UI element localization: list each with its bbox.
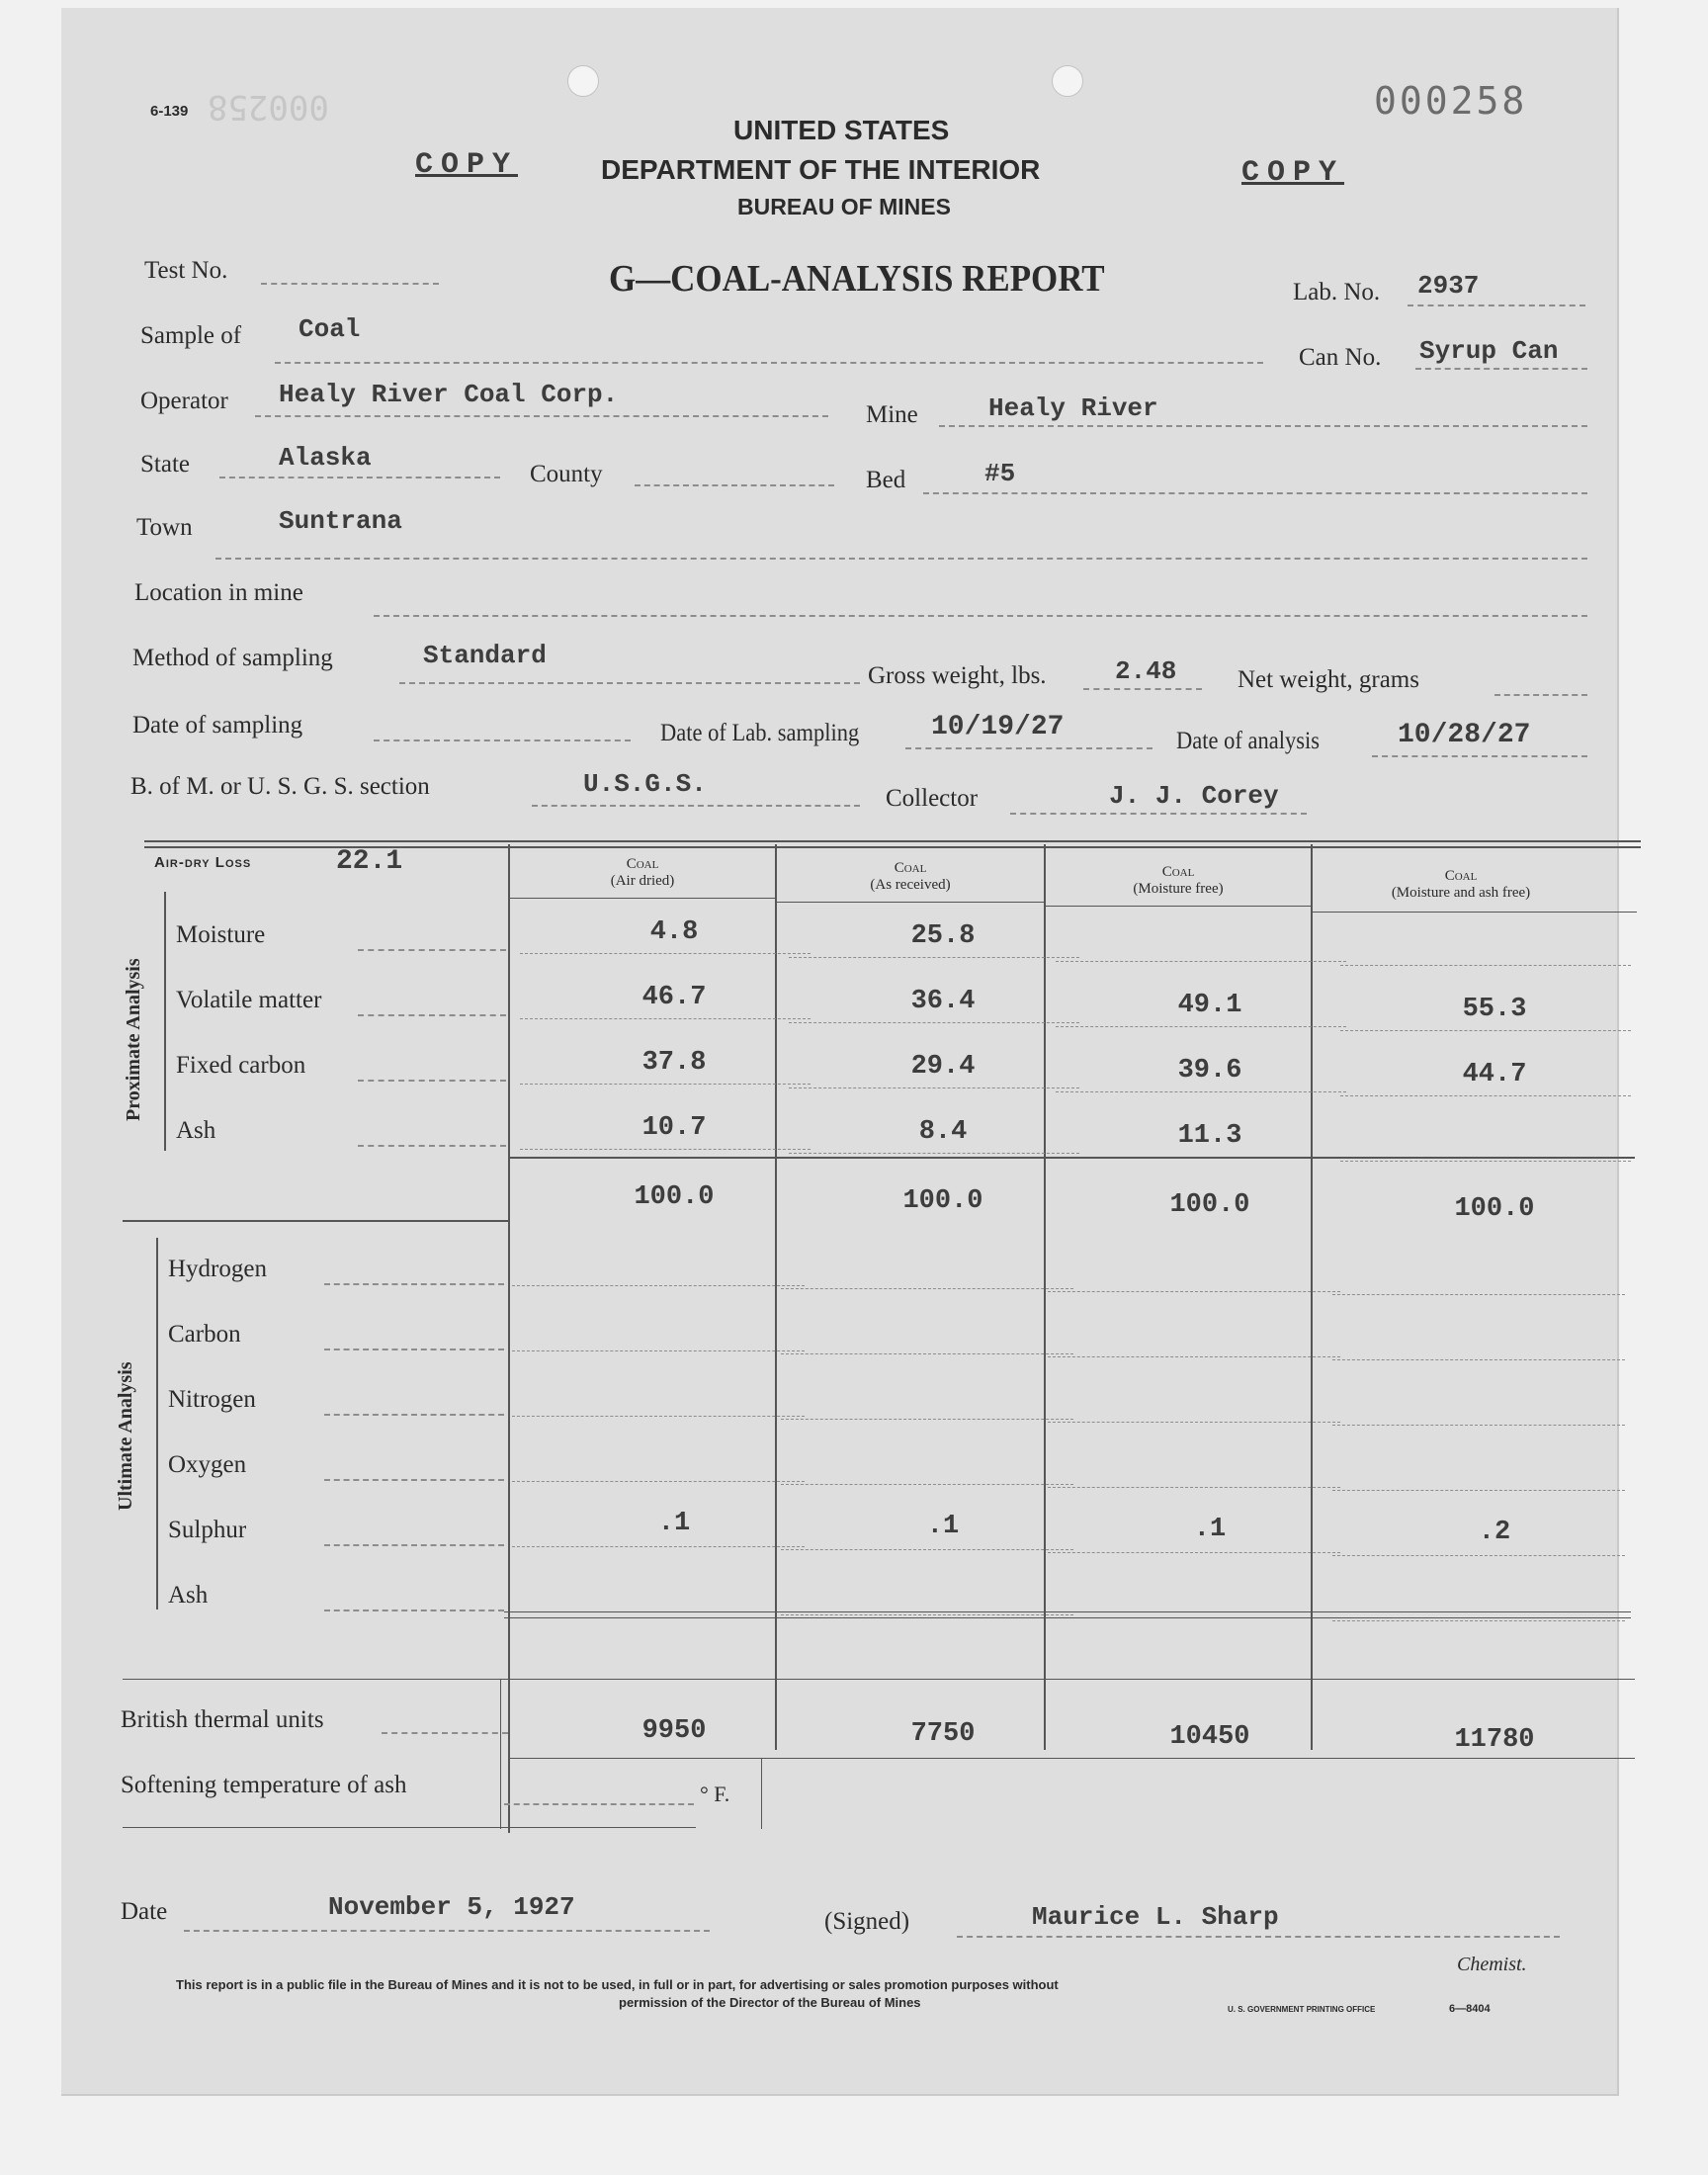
softening-box-right [761,1758,762,1829]
proximate-cell-line [789,957,1079,958]
ultimate-cell-line [1048,1356,1340,1357]
ultimate-cell-line [512,1481,805,1482]
ultimate-cell-line [781,1419,1073,1420]
ultimate-leader-ash [324,1610,504,1611]
ultimate-cell-line [781,1484,1073,1485]
gross-weight-line [1083,688,1202,690]
footer-notice-line2: permission of the Director of the Bureau of Mines [619,1995,921,2010]
btu-rule [508,1758,1635,1759]
proximate-cell-line [1340,1095,1631,1096]
section-line [532,805,860,807]
footer-date-value[interactable]: November 5, 1927 [328,1892,575,1922]
col-divider-1 [508,844,510,1833]
proximate-cell[interactable]: 8.4 [918,1117,968,1147]
proximate-cell-line [1340,1030,1631,1031]
date-lab-value[interactable]: 10/19/27 [931,712,1065,742]
chemist-title: Chemist. [1457,1954,1527,1975]
ultimate-label-nitrogen: Nitrogen [168,1386,256,1413]
col-header-moisture-free [1046,864,1311,898]
proximate-cell-line [1056,961,1346,962]
proximate-cell[interactable]: 29.4 [910,1052,976,1082]
collector-label: Collector [886,785,979,812]
date-lab-line [905,747,1153,749]
col-header-as-received [777,860,1044,894]
proximate-cell[interactable]: 36.4 [910,987,976,1016]
proximate-cell-line [520,1018,811,1019]
total-cell[interactable]: 100.0 [1454,1194,1535,1224]
ultimate-cell-line [781,1353,1073,1354]
ultimate-cell-line [1332,1294,1625,1295]
proximate-cell[interactable]: 55.3 [1462,995,1527,1024]
col-header-rule-4 [1311,912,1637,913]
col-header-ash-free-l1: Coal [1444,868,1478,884]
col-header-ash-free-l2: (Moisture and ash free) [1391,885,1531,901]
proximate-label-moisture: Moisture [176,921,266,948]
col-header-rule-3 [1044,906,1311,907]
proximate-cell[interactable]: 25.8 [910,921,976,951]
header-country: UNITED STATES [733,115,950,145]
ultimate-cell[interactable]: .1 [657,1509,691,1538]
form-number: 6—8404 [1449,2003,1491,2015]
punch-hole-right [1052,65,1083,97]
ultimate-leader-oxygen [324,1479,504,1481]
form-code: 6-139 [150,103,189,120]
proximate-cell-line [520,1084,811,1085]
ultimate-cell[interactable]: .1 [1193,1515,1227,1544]
ultimate-cell-line [1048,1422,1340,1423]
proximate-cell-line [1056,1026,1346,1027]
col-header-as-received-l2: (As received) [870,877,951,893]
footer-date-label: Date [121,1898,168,1925]
mine-line [939,425,1587,427]
ultimate-cell-line [1048,1552,1340,1553]
ultimate-cell-line [512,1546,805,1547]
proximate-cell[interactable]: 11.3 [1177,1121,1242,1151]
test-no-line [261,283,439,285]
btu-cell[interactable]: 7750 [910,1719,976,1749]
col-header-air-dried [510,856,775,890]
method-value[interactable]: Standard [423,641,547,670]
proximate-leader-volatile-matter [358,1014,506,1016]
proximate-leader-moisture [358,949,506,951]
air-dry-loss-value[interactable]: 22.1 [336,846,403,877]
softening-box-bottom [123,1827,696,1828]
location-label: Location in mine [134,579,303,606]
date-analysis-value[interactable]: 10/28/27 [1398,720,1531,750]
lab-no-value[interactable]: 2937 [1417,271,1480,301]
footer-date-line [184,1930,710,1932]
ultimate-bracket [156,1238,158,1610]
serial-stamp: 000258 [1374,79,1528,123]
ultimate-bottom-rule [123,1679,1635,1680]
lab-no-line [1408,304,1585,306]
btu-cell[interactable]: 11780 [1454,1725,1535,1755]
can-no-line [1415,368,1587,370]
ultimate-leader-carbon [324,1348,504,1350]
lab-no-label: Lab. No. [1293,279,1381,305]
ultimate-cell[interactable]: .1 [926,1512,960,1541]
col-header-moisture-free-l1: Coal [1161,864,1195,880]
ultimate-double-rule-a [504,1611,1631,1612]
ultimate-cell-line [781,1549,1073,1550]
ultimate-label-sulphur: Sulphur [168,1517,247,1543]
total-cell[interactable]: 100.0 [1169,1190,1250,1220]
total-cell[interactable]: 100.0 [634,1182,715,1212]
table-top-rule [144,840,1641,842]
softening-label: Softening temperature of ash [121,1772,407,1798]
date-lab-label: Date of Lab. sampling [660,720,860,746]
ultimate-cell-line [1332,1359,1625,1360]
bed-value[interactable]: #5 [984,459,1016,488]
ultimate-cell-line [512,1285,805,1286]
state-label: State [140,451,190,478]
softening-box-left [500,1679,501,1829]
ultimate-label-hydrogen: Hydrogen [168,1256,267,1282]
location-line [374,615,1587,617]
proximate-bottom-rule [123,1220,508,1222]
date-sampling-label: Date of sampling [132,712,303,739]
operator-line [255,415,828,417]
copy-stamp-left: COPY [415,148,519,182]
date-analysis-line [1372,755,1587,757]
proximate-cell-line [520,1149,811,1150]
proximate-label-fixed-carbon: Fixed carbon [176,1052,306,1079]
net-weight-label: Net weight, grams [1238,666,1419,693]
ultimate-analysis-label: Ultimate Analysis [115,1361,136,1511]
bed-line [923,492,1587,494]
total-cell[interactable]: 100.0 [902,1186,983,1216]
printer-imprint: U. S. GOVERNMENT PRINTING OFFICE [1228,2005,1376,2014]
proximate-cell[interactable]: 4.8 [649,917,699,947]
bed-label: Bed [866,467,906,493]
town-label: Town [136,514,193,541]
softening-unit: ° F. [700,1782,730,1806]
ultimate-cell-line [1332,1620,1625,1621]
proximate-label-volatile-matter: Volatile matter [176,987,322,1013]
operator-label: Operator [140,388,228,414]
collector-line [1010,813,1307,815]
ultimate-cell-line [1048,1487,1340,1488]
ultimate-leader-hydrogen [324,1283,504,1285]
ultimate-leader-nitrogen [324,1414,504,1416]
copy-stamp-right: COPY [1241,156,1345,190]
col-header-ash-free [1313,868,1609,902]
ultimate-double-rule-b [504,1617,1631,1618]
sample-of-label: Sample of [140,322,242,349]
ultimate-cell-line [781,1614,1073,1615]
ultimate-cell-line [1332,1490,1625,1491]
btu-cell[interactable]: 9950 [641,1716,707,1746]
gross-weight-label: Gross weight, lbs. [868,662,1047,689]
btu-cell[interactable]: 10450 [1169,1722,1250,1752]
county-label: County [530,461,603,487]
net-weight-line [1494,694,1587,696]
col-divider-4 [1311,844,1313,1750]
ultimate-leader-sulphur [324,1544,504,1546]
mine-value[interactable]: Healy River [988,393,1158,423]
sample-of-value[interactable]: Coal [299,314,361,344]
method-line [399,682,860,684]
operator-value[interactable]: Healy River Coal Corp. [279,380,619,409]
ultimate-cell-line [512,1350,805,1351]
gross-weight-value[interactable]: 2.48 [1115,656,1177,686]
air-dry-loss-label: Air-dry Loss [154,854,252,871]
ultimate-cell-line [781,1288,1073,1289]
proximate-cell-line [1056,1091,1346,1092]
proximate-cell-line [1340,965,1631,966]
signed-label: (Signed) [824,1908,910,1935]
sample-of-line [275,362,1263,364]
btu-label-line [382,1732,508,1734]
state-value[interactable]: Alaska [279,443,372,473]
ultimate-cell-line [1332,1555,1625,1556]
ultimate-cell-line [512,1416,805,1417]
proximate-leader-ash [358,1145,506,1147]
report-sheet [61,8,1619,2096]
county-line [635,484,834,486]
proximate-cell-line [1340,1161,1631,1162]
col-header-air-dried-l1: Coal [626,856,659,872]
town-line [215,558,1587,560]
proximate-cell[interactable]: 46.7 [641,983,707,1012]
report-title: G—COAL-ANALYSIS REPORT [609,258,1105,300]
section-value[interactable]: U.S.G.S. [583,769,707,799]
punch-hole-left [567,65,599,97]
mine-label: Mine [866,401,918,428]
col-header-rule-1 [508,898,775,899]
subtotal-rule [508,1157,1635,1159]
proximate-cell[interactable]: 39.6 [1177,1056,1242,1086]
serial-faded-stamp: 000258 [208,87,329,127]
can-no-label: Can No. [1299,344,1382,371]
btu-label: British thermal units [121,1706,324,1733]
can-no-value[interactable]: Syrup Can [1419,336,1559,366]
col-divider-2 [775,844,777,1750]
proximate-analysis-label: Proximate Analysis [123,958,144,1121]
header-department: DEPARTMENT OF THE INTERIOR [601,154,1041,185]
proximate-bracket [164,892,166,1151]
date-sampling-line [374,740,631,741]
date-analysis-label: Date of analysis [1176,728,1320,754]
town-value[interactable]: Suntrana [279,506,402,536]
proximate-cell[interactable]: 10.7 [641,1113,707,1143]
collector-value[interactable]: J. J. Corey [1109,781,1279,811]
proximate-cell[interactable]: 37.8 [641,1048,707,1078]
section-label: B. of M. or U. S. G. S. section [130,773,430,800]
ultimate-label-oxygen: Oxygen [168,1451,247,1478]
signed-value[interactable]: Maurice L. Sharp [1032,1902,1279,1932]
signed-line [957,1936,1560,1938]
method-label: Method of sampling [132,645,333,671]
col-header-as-received-l1: Coal [894,860,927,876]
state-line [219,477,500,478]
proximate-leader-fixed-carbon [358,1080,506,1082]
test-no-label: Test No. [144,257,228,284]
proximate-cell[interactable]: 44.7 [1462,1060,1527,1089]
proximate-cell-line [789,1153,1079,1154]
proximate-cell-line [520,953,811,954]
proximate-label-ash: Ash [176,1117,216,1144]
proximate-cell-line [789,1022,1079,1023]
ultimate-cell-line [1048,1291,1340,1292]
ultimate-cell[interactable]: .2 [1478,1518,1511,1547]
ultimate-label-ash: Ash [168,1582,209,1609]
col-header-air-dried-l2: (Air dried) [610,873,675,889]
ultimate-label-carbon: Carbon [168,1321,241,1348]
proximate-cell[interactable]: 49.1 [1177,991,1242,1020]
softening-line [504,1803,694,1805]
col-header-moisture-free-l2: (Moisture free) [1133,881,1224,897]
col-header-rule-2 [775,902,1044,903]
footer-notice-line1: This report is in a public file in the Bureau of Mines and it is not to be used, in full or in part, for advertising or sales promotion purposes without [176,1977,1059,1992]
ultimate-cell-line [1332,1425,1625,1426]
header-bureau: BUREAU OF MINES [737,194,951,219]
